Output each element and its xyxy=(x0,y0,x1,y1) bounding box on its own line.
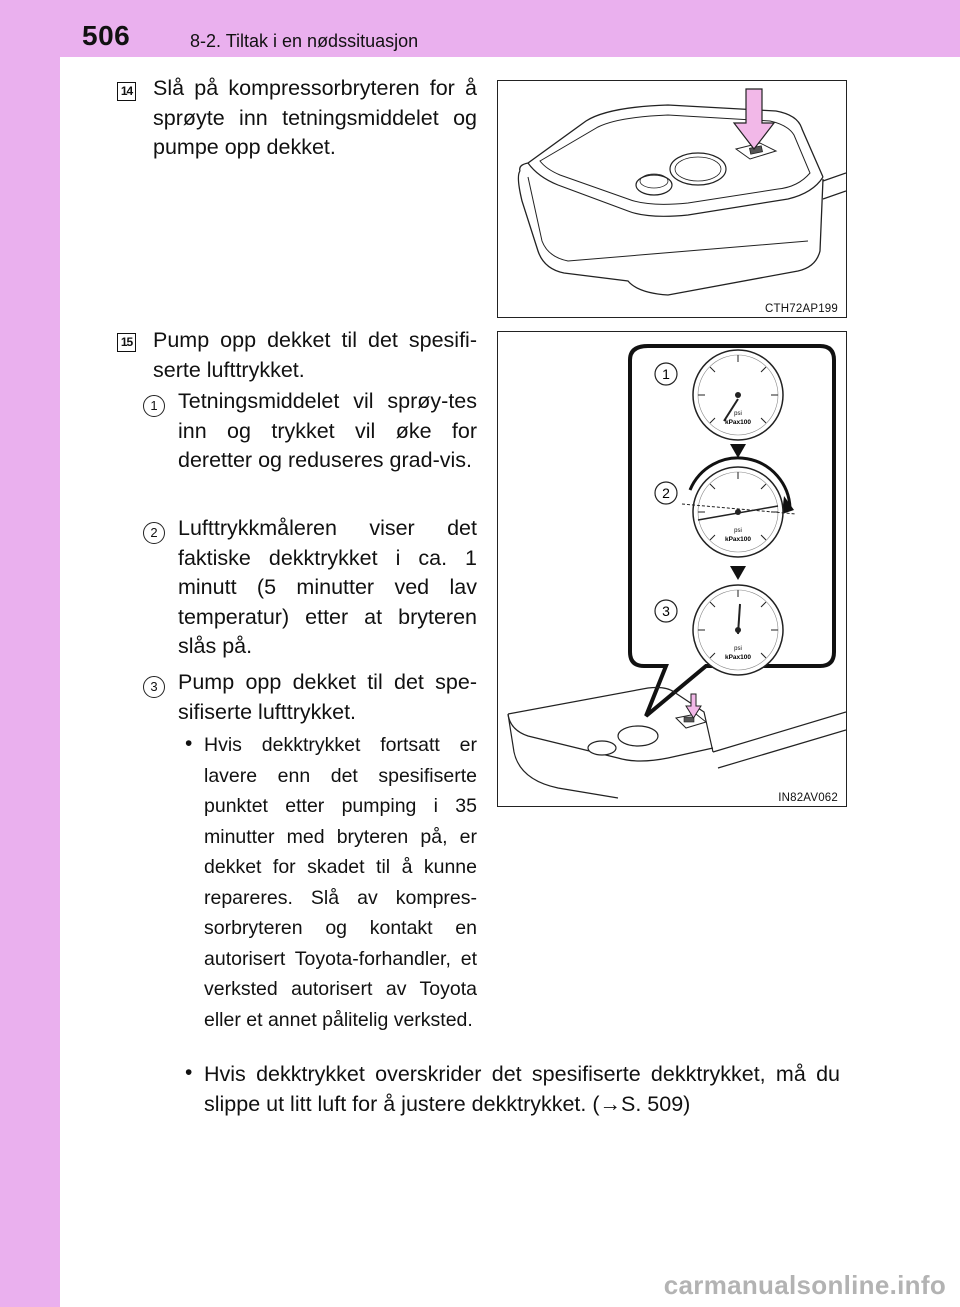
item-2-text: Lufttrykkmåleren viser det faktiske dekktrykket i ca. 1 minutt (5 minutter ved lav temperatur) etter at bryteren slås på. xyxy=(178,516,477,658)
gauge-label-1: 1 xyxy=(662,366,670,382)
step-15-marker: 15 xyxy=(117,333,136,352)
item-3-text: Pump opp dekket til det spe-sifiserte lufttrykket. xyxy=(178,670,477,724)
watermark: carmanualsonline.info xyxy=(663,1270,946,1300)
figure-code: IN82AV062 xyxy=(778,792,838,804)
bullet-1-text: Hvis dekktrykket fortsatt er lavere enn det spesifiserte punktet etter pumping i 35 minutter med bryteren på, er dekket for skadet til å kunne repareres. Slå av kompres-sorbryteren og kontakt en autorisert Toyota-forhandler, et verksted autorisert av Toyota eller et annet pålitelig verksted. xyxy=(204,734,477,1031)
gauge-2-psi: psi xyxy=(734,528,742,534)
step-14-text: Slå på kompressorbryteren for å sprøyte inn tetningsmiddelet og pumpe opp dekket. xyxy=(153,76,477,159)
section-title: 8-2. Tiltak i en nødssituasjon xyxy=(190,31,419,51)
gauge-label-2: 2 xyxy=(662,485,670,501)
gauge-1-unit: kPax100 xyxy=(724,419,752,426)
gauge-3-psi: psi xyxy=(734,646,742,652)
item-1-number: 1 xyxy=(143,395,165,417)
bullet-1-dot: • xyxy=(185,732,193,755)
gauge-3-unit: kPax100 xyxy=(724,654,752,661)
figure-pressure-gauges xyxy=(497,331,847,807)
bullet-2-dot: • xyxy=(185,1061,193,1084)
bullet-2-text: Hvis dekktrykket overskrider det spesifiserte dekktrykket, må du slippe ut litt luft for å justere dekktrykket. (→S. 509) xyxy=(204,1062,840,1116)
step-15-text: Pump opp dekket til det spesifi-serte lufttrykket. xyxy=(153,328,477,382)
side-color-band xyxy=(0,0,60,1307)
item-1-text: Tetningsmiddelet vil sprøy-tes inn og trykket vil øke for deretter og reduseres grad-vis. xyxy=(178,389,477,472)
gauge-1 xyxy=(693,350,783,440)
gauge-3 xyxy=(693,585,783,675)
gauge-1-psi: psi xyxy=(734,411,742,417)
item-2-number: 2 xyxy=(143,522,165,544)
compressor-illustration xyxy=(498,81,846,317)
figure-code: CTH72AP199 xyxy=(765,303,838,315)
gauge-sequence-illustration xyxy=(498,332,846,806)
step-14-marker: 14 xyxy=(117,82,136,101)
gauge-label-3: 3 xyxy=(662,603,670,619)
page-number: 506 xyxy=(82,20,131,51)
item-3-number: 3 xyxy=(143,676,165,698)
gauge-2-unit: kPax100 xyxy=(724,536,752,543)
figure-compressor-switch xyxy=(497,80,847,318)
compressor-bottom xyxy=(508,688,846,799)
